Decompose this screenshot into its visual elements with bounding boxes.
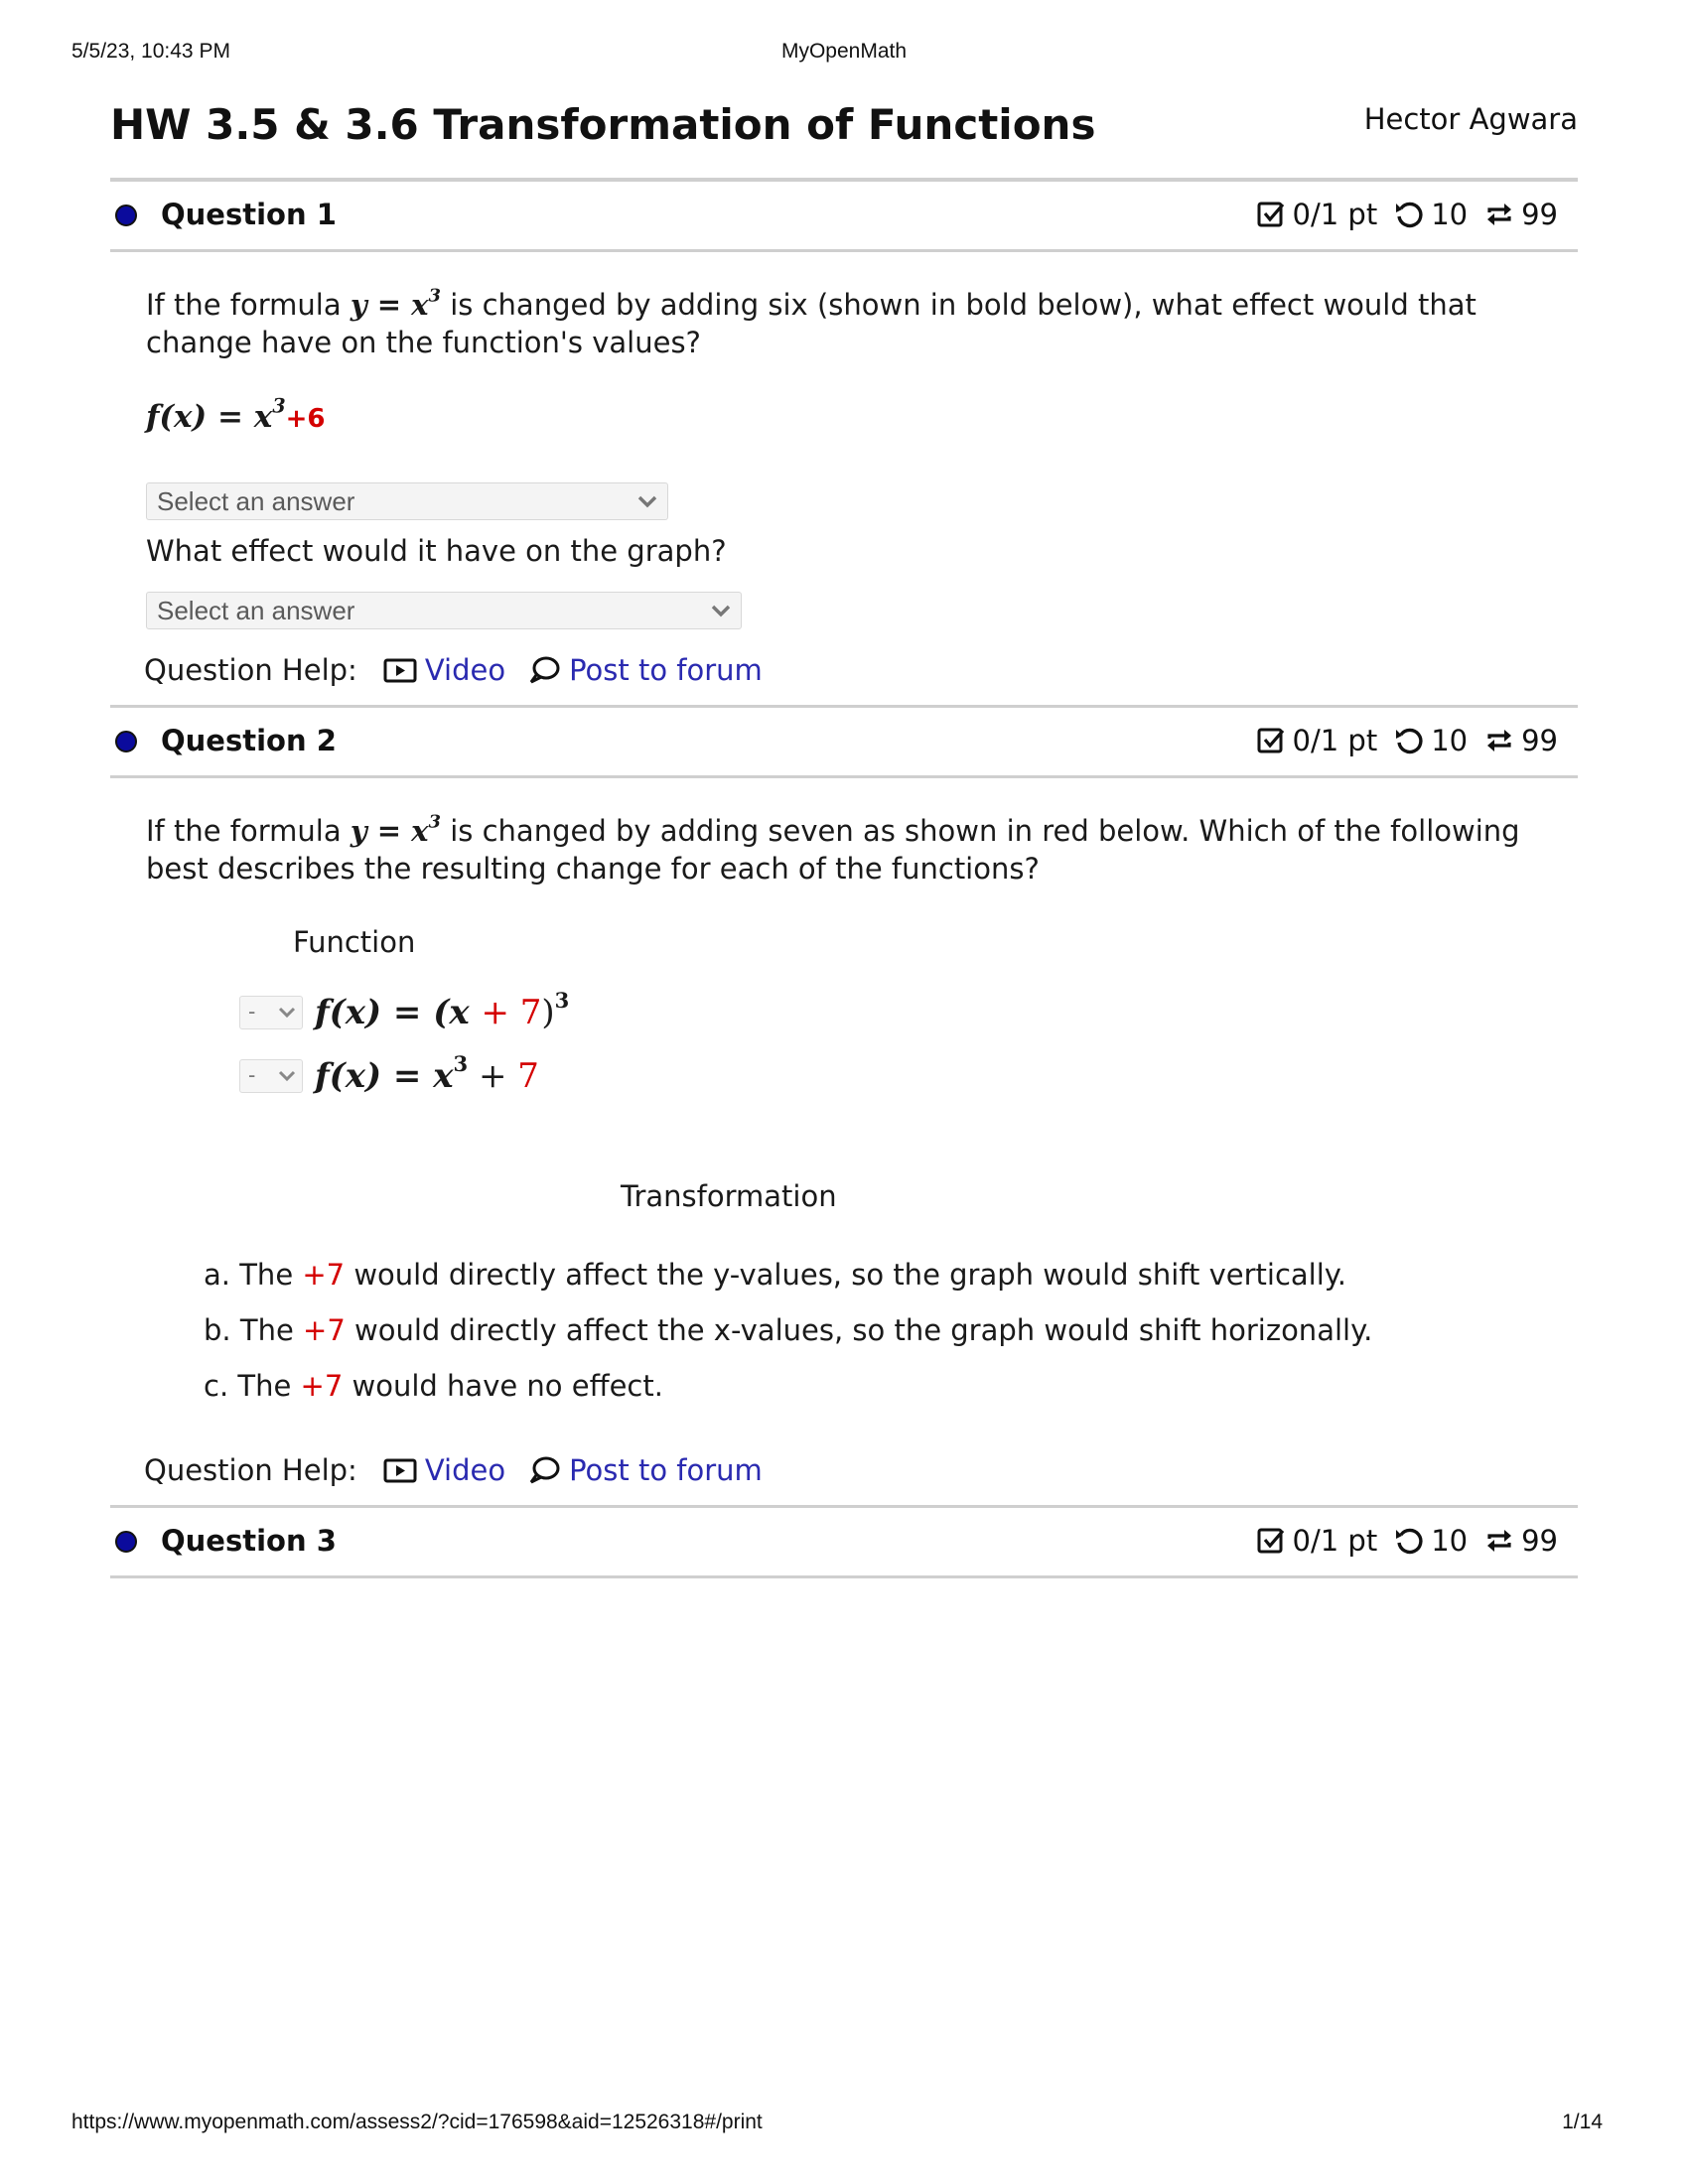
- video-icon: [383, 655, 417, 685]
- user-name: Hector Agwara: [1363, 102, 1578, 136]
- question-title: Question 2: [161, 724, 337, 757]
- question-title: Question 3: [161, 1524, 337, 1558]
- print-page-number: 1/14: [1562, 2111, 1603, 2133]
- print-footer: [71, 2111, 1617, 2140]
- checkbox-score-icon: [1255, 199, 1287, 230]
- function-header: Function: [293, 925, 416, 959]
- regens-count: 99: [1521, 1524, 1558, 1558]
- question-3-header[interactable]: [110, 1505, 1578, 1578]
- modified-formula: $f(x) = x^3+6$: [146, 394, 326, 435]
- chevron-down-icon: [711, 603, 731, 618]
- chevron-down-icon: [278, 1006, 296, 1020]
- regenerate-icon: [1483, 199, 1515, 230]
- option-a: a. The +7 would directly affect the y-values, so the graph would shift vertically.: [204, 1258, 1347, 1292]
- question-help-label: Question Help:: [144, 653, 357, 687]
- transformation-options: [204, 1255, 1372, 1422]
- question-status-dot-icon: [115, 1531, 137, 1553]
- video-icon: [383, 1455, 417, 1485]
- regens-count: 99: [1521, 724, 1558, 757]
- retries-count: 10: [1431, 724, 1469, 757]
- match-select-1[interactable]: -: [239, 996, 303, 1029]
- video-link[interactable]: Video: [383, 653, 505, 687]
- speech-bubble-icon: [527, 1455, 561, 1485]
- function-formula-1: $f(x) = (x + 7)^3$: [315, 988, 570, 1032]
- title-row: [110, 94, 1578, 178]
- checkbox-score-icon: [1255, 1525, 1287, 1557]
- formula-inline: $y = x^3$: [350, 811, 441, 848]
- function-formula-2: $f(x) = x^3 + 7$: [315, 1051, 539, 1096]
- retries-count: 10: [1431, 1524, 1469, 1558]
- chevron-down-icon: [278, 1069, 296, 1083]
- question-help-row: [110, 1445, 1578, 1495]
- regens-count: 99: [1521, 198, 1558, 231]
- question-help-label: Question Help:: [144, 1453, 357, 1487]
- checkbox-score-icon: [1255, 725, 1287, 756]
- match-select-2[interactable]: -: [239, 1059, 303, 1093]
- function-row-1: [239, 988, 570, 1032]
- question-title: Question 1: [161, 198, 337, 231]
- retry-icon: [1393, 199, 1425, 230]
- score-text: 0/1 pt: [1292, 198, 1378, 231]
- transformation-header: Transformation: [621, 1179, 837, 1213]
- graph-effect-select[interactable]: Select an answer: [146, 592, 742, 629]
- post-to-forum-link[interactable]: Post to forum: [527, 653, 763, 687]
- question-status-dot-icon: [115, 205, 137, 226]
- retry-icon: [1393, 725, 1425, 756]
- formula-inline: $y = x^3$: [350, 285, 441, 322]
- function-row-2: [239, 1051, 539, 1096]
- speech-bubble-icon: [527, 655, 561, 685]
- assessment-page: [110, 94, 1578, 1578]
- post-to-forum-link[interactable]: Post to forum: [527, 1453, 763, 1487]
- print-site-name: MyOpenMath: [780, 40, 908, 63]
- score-text: 0/1 pt: [1292, 1524, 1378, 1558]
- retries-count: 10: [1431, 198, 1469, 231]
- sub-question: What effect would it have on the graph?: [146, 534, 727, 568]
- question-1-header[interactable]: [110, 182, 1578, 252]
- question-1-body: [110, 252, 1578, 639]
- question-help-row: [110, 645, 1578, 695]
- question-2-body: [110, 778, 1578, 1433]
- chevron-down-icon: [637, 493, 657, 509]
- regenerate-icon: [1483, 1525, 1515, 1557]
- retry-icon: [1393, 1525, 1425, 1557]
- print-header: [71, 40, 1617, 69]
- page-title: HW 3.5 & 3.6 Transformation of Functions: [110, 100, 1096, 149]
- option-b: b. The +7 would directly affect the x-values, so the graph would shift horizonally.: [204, 1313, 1373, 1347]
- question-score-info: [1255, 198, 1558, 231]
- score-text: 0/1 pt: [1292, 724, 1378, 757]
- option-c: c. The +7 would have no effect.: [204, 1369, 663, 1403]
- question-score-info: [1255, 724, 1558, 757]
- question-score-info: [1255, 1524, 1558, 1558]
- values-effect-select[interactable]: Select an answer: [146, 482, 668, 520]
- video-link[interactable]: Video: [383, 1453, 505, 1487]
- question-status-dot-icon: [115, 731, 137, 752]
- regenerate-icon: [1483, 725, 1515, 756]
- question-2-header[interactable]: [110, 705, 1578, 778]
- question-prompt: If the formula $y = x^3$ is changed by adding six (shown in bold below), what effect would that change have on the function's values?: [146, 285, 1477, 359]
- print-datetime: 5/5/23, 10:43 PM: [71, 40, 230, 63]
- question-prompt: If the formula $y = x^3$ is changed by adding seven as shown in red below. Which of the following best describes the resulting change for each of the functions?: [146, 811, 1520, 886]
- print-url: https://www.myopenmath.com/assess2/?cid=176598&aid=12526318#/print: [71, 2111, 763, 2133]
